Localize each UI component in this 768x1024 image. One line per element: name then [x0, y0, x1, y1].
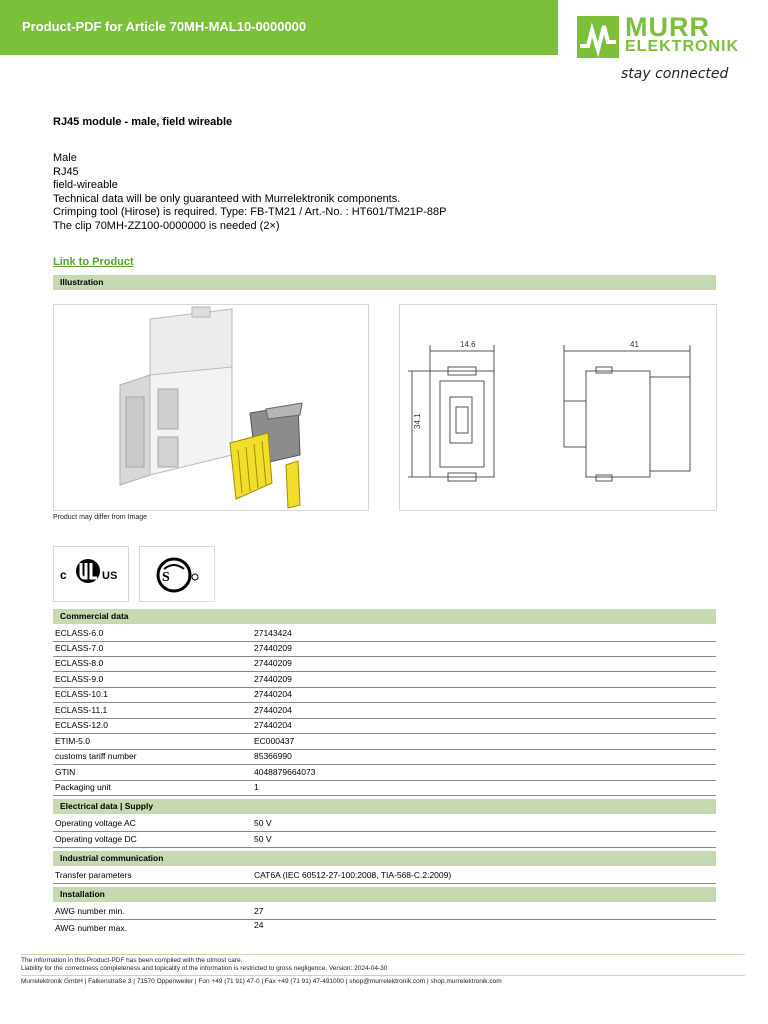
section-industrial-communication — [53, 851, 716, 866]
logo-mark-icon — [577, 16, 619, 58]
description-line: The clip 70MH-ZZ100-0000000 is needed (2×) — [53, 219, 280, 232]
csa-certification-icon — [140, 547, 214, 601]
link-to-product[interactable]: Link to Product — [53, 256, 134, 268]
description-line: RJ45 — [53, 165, 79, 178]
dimension-drawing — [399, 304, 717, 511]
table-row: GTIN 4048879664073 — [53, 765, 716, 781]
product-description — [53, 152, 446, 233]
table-row: AWG number max. 24 — [55, 920, 264, 933]
section-electrical-data — [53, 799, 716, 814]
table-row: ECLASS-9.0 27440209 — [53, 672, 716, 688]
table-row: Operating voltage AC 50 V — [53, 816, 716, 832]
logo-word-murr: MURR — [625, 12, 710, 42]
product-photo — [53, 304, 369, 511]
dim-height-label: 34.1 — [413, 413, 422, 429]
section-heading: Installation — [60, 889, 105, 899]
page-title: Product-PDF for Article 70MH-MAL10-0000000 — [22, 19, 307, 34]
svg-text:S: S — [162, 570, 170, 585]
description-line: field-wireable — [53, 179, 118, 191]
table-row: ECLASS-7.0 27440209 — [53, 641, 716, 657]
section-heading: Illustration — [60, 277, 104, 287]
footer-divider — [21, 954, 745, 955]
table-row: Transfer parameters CAT6A (IEC 60512-27-100:2008, TIA-568-C.2:2009) — [53, 868, 716, 884]
table-row: Packaging unit 1 — [53, 780, 716, 796]
dim-width-label: 14.6 — [460, 340, 476, 349]
footer-disclaimer: The information in this Product-PDF has been compiled with the utmost care. — [21, 957, 243, 964]
description-line: Male — [53, 152, 77, 164]
ul-right-mark: US — [102, 570, 118, 582]
section-illustration — [53, 275, 716, 290]
image-note: Product may differ from Image — [53, 514, 148, 521]
table-row: Operating voltage DC 50 V — [53, 832, 716, 848]
section-heading: Industrial communication — [60, 853, 164, 863]
header-bar — [0, 0, 558, 55]
section-heading: Commercial data — [60, 611, 129, 621]
table-row: AWG number min. 27 — [53, 904, 716, 920]
dimension-drawing-icon — [400, 305, 716, 510]
rj45-module-photo-icon — [54, 305, 368, 510]
cert-ul — [53, 546, 129, 602]
logo-word-elektronik: ELEKTRONIK — [625, 38, 739, 55]
footer-divider — [21, 975, 745, 976]
table-row: ECLASS-12.0 27440204 — [53, 718, 716, 734]
description-line: Crimping tool (Hirose) is required. Type: FB-TM21 / Art.-No. : HT601/TM21P-88P — [53, 206, 447, 218]
dim-length-label: 41 — [630, 340, 639, 349]
section-installation — [53, 887, 716, 902]
table-row: ECLASS-10.1 27440204 — [53, 687, 716, 703]
product-title: RJ45 module - male, field wireable — [53, 116, 233, 128]
table-row: ECLASS-8.0 27440209 — [53, 656, 716, 672]
cert-csa — [139, 546, 215, 602]
logo-tagline: stay connected — [621, 66, 729, 82]
ul-left-mark: c — [60, 568, 67, 582]
description-line: Technical data will be only guaranteed with Murrelektronik components. — [53, 192, 401, 205]
table-row: ETIM-5.0 EC000437 — [53, 734, 716, 750]
table-row: ECLASS-6.0 27143424 — [53, 626, 716, 642]
table-row: ECLASS-11.1 27440204 — [53, 703, 716, 719]
section-commercial-data — [53, 609, 716, 624]
murrelektronik-logo — [577, 12, 747, 86]
table-row: customs tariff number 85366990 — [53, 749, 716, 765]
ul-certification-icon — [54, 547, 128, 601]
footer-liability: Liability for the correctness completeness and topicality of the information is restricted to gross negligence. Version: 2024-04-30 — [21, 965, 388, 972]
footer-address: Murrelektronik GmbH | Falkenstraße 3 | 71570 Oppenweiler | Fon +49 (71 91) 47-0 | Fax +49 (71 91) 47-491000 | shop@murrelektronik.com | shop.murrelektronik.com — [21, 978, 502, 985]
section-heading: Electrical data | Supply — [60, 801, 154, 811]
